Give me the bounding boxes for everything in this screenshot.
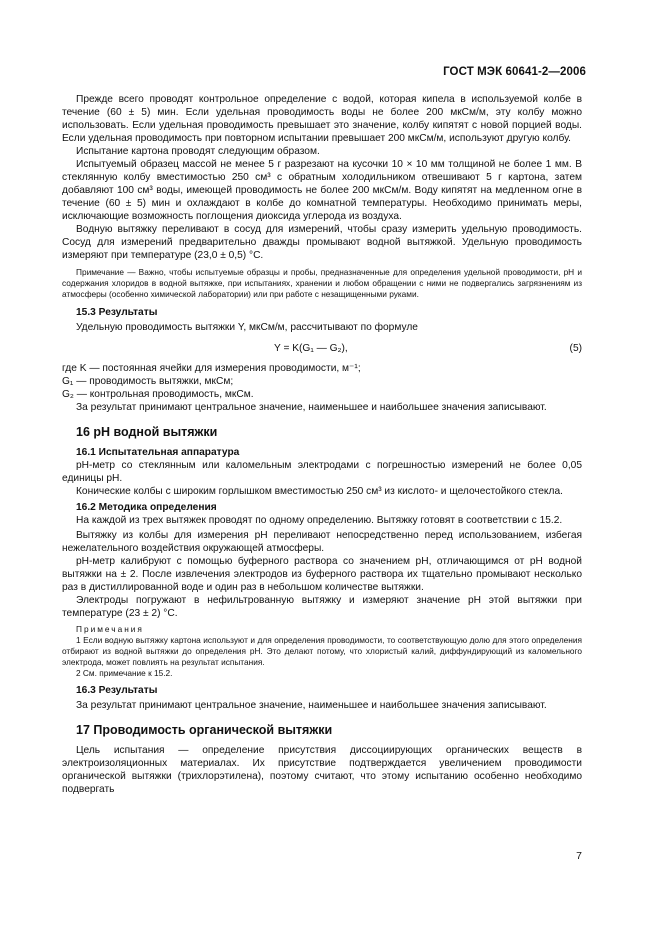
note: 1 Если водную вытяжку картона используют и для определения проводимости, то соответствующую долю для этого определения отбирают из водной вытяжки до определения pH. Это делают потому, что хлористый калий, диффундирующий из каломельного электрода, может повлиять на результат испытания. — [62, 635, 582, 667]
paragraph: pH-метр со стеклянным или каломельным электродами с погрешностью измерений не более 0,05 единицы pH. — [62, 460, 582, 484]
section-heading-16-2: 16.2 Методика определения — [76, 502, 217, 513]
paragraph: Вытяжку из колбы для измерения pH переливают непосредственно перед использованием, избегая нежелательного воздействия окружающей атмосферы. — [62, 530, 582, 554]
paragraph: Электроды погружают в нефильтрованную вытяжку и измеряют значение pH этой вытяжки при температуре (23 ± 2) °С. — [62, 595, 582, 619]
where-line — [62, 375, 582, 388]
section-heading-16-3: 16.3 Результаты — [76, 685, 158, 696]
section-heading-17: 17 Проводимость органической вытяжки — [76, 723, 333, 737]
paragraph: Испытание картона проводят следующим образом. — [76, 146, 320, 157]
paragraph: На каждой из трех вытяжек проводят по одному определению. Вытяжку готовят в соответствии с 15.2. — [76, 515, 563, 526]
section-heading-16-1: 16.1 Испытательная аппаратура — [76, 447, 240, 458]
where-line: где K — постоянная ячейки для измерения проводимости, м⁻¹; — [62, 363, 361, 374]
page-content — [62, 93, 582, 796]
where-g2: G₂ — контрольная проводимость, мкСм. — [62, 389, 254, 400]
note: Примечание — Важно, чтобы испытуемые образцы и пробы, предназначенные для определения удельной проводимости, рН и содержания хлоридов в водной вытяжке, при испытаниях, хранении и любом обращении с ними не подвергались загрязнениям из атмосферы (особенно химической лаборатории) или при работе с незащищенными руками. — [62, 267, 582, 299]
formula-row — [62, 342, 582, 356]
paragraph: Конические колбы с широким горлышком вместимостью 250 см³ из кислото- и щелочестойкого стекла. — [76, 486, 563, 497]
paragraph: Цель испытания — определение присутствия диссоциирующих органических веществ в электроизоляционных материалах. Их присутствие подтверждается увеличением проводимости органической вытяжки (трихлорэтилена), поэтому считают, что этому испытанию особенно необходимо подвергать — [62, 745, 582, 795]
formula: Y = K(G₁ — G₂), — [274, 343, 348, 354]
page-number: 7 — [576, 850, 582, 862]
section-heading-15-3: 15.3 Результаты — [76, 307, 158, 318]
notes-heading: Примечания — [76, 624, 144, 634]
paragraph: За результат принимают центральное значение, наименьшее и наибольшее значения записывают. — [76, 700, 547, 711]
paragraph: За результат принимают центральное значение, наименьшее и наибольшее значения записывают. — [76, 402, 547, 413]
paragraph: Испытуемый образец массой не менее 5 г разрезают на кусочки 10 × 10 мм толщиной не более 1 мм. В стеклянную колбу вместимостью 250 см³ с обратным холодильником отвешивают 5 г картона, затем добавляют 100 см³ воды, имеющей проводимость не более 200 мкСм/м. Воду кипятят на медленном огне в течение (60 ± 5) мин и охлаждают в колбе до комнатной температуры. Необходимо принимать меры, исключающие возможность поглощения диоксида углерода из воздуха. — [62, 159, 582, 222]
note: 2 См. примечание к 15.2. — [76, 668, 173, 678]
formula-number: (5) — [569, 343, 582, 354]
section-heading-16: 16 pH водной вытяжки — [76, 425, 218, 439]
where-g1: G₁ — проводимость вытяжки, мкСм; — [62, 376, 234, 387]
paragraph: Удельную проводимость вытяжки Y, мкСм/м, рассчитывают по формуле — [76, 322, 418, 333]
paragraph: pH-метр калибруют с помощью буферного раствора со значением pH, отличающимся от pH водной вытяжки на ± 2. После извлечения электродов из буферного раствора их тщательно промывают несколько раз в дистиллированной воде и один раз в небольшом количестве вытяжки. — [62, 556, 582, 593]
where-line — [62, 388, 582, 401]
paragraph: Водную вытяжку переливают в сосуд для измерений, чтобы сразу измерить удельную проводимость. Сосуд для измерений предварительно дважды промывают водной вытяжкой. Удельную проводимость измеряют при температуре (23,0 ± 0,5) °С. — [62, 224, 582, 261]
standard-header: ГОСТ МЭК 60641-2—2006 — [443, 66, 586, 78]
paragraph: Прежде всего проводят контрольное определение с водой, которая кипела в используемой колбе в течение (60 ± 5) мин. Если удельная проводимость воды не более 200 мкСм/м, эту колбу можно использовать. Если удельная проводимость превышает это значение, колбу кипятят с новой порцией воды. Если удельная проводимость при повторном испытании превышает 200 мкСм/м, используют другую колбу. — [62, 94, 582, 144]
